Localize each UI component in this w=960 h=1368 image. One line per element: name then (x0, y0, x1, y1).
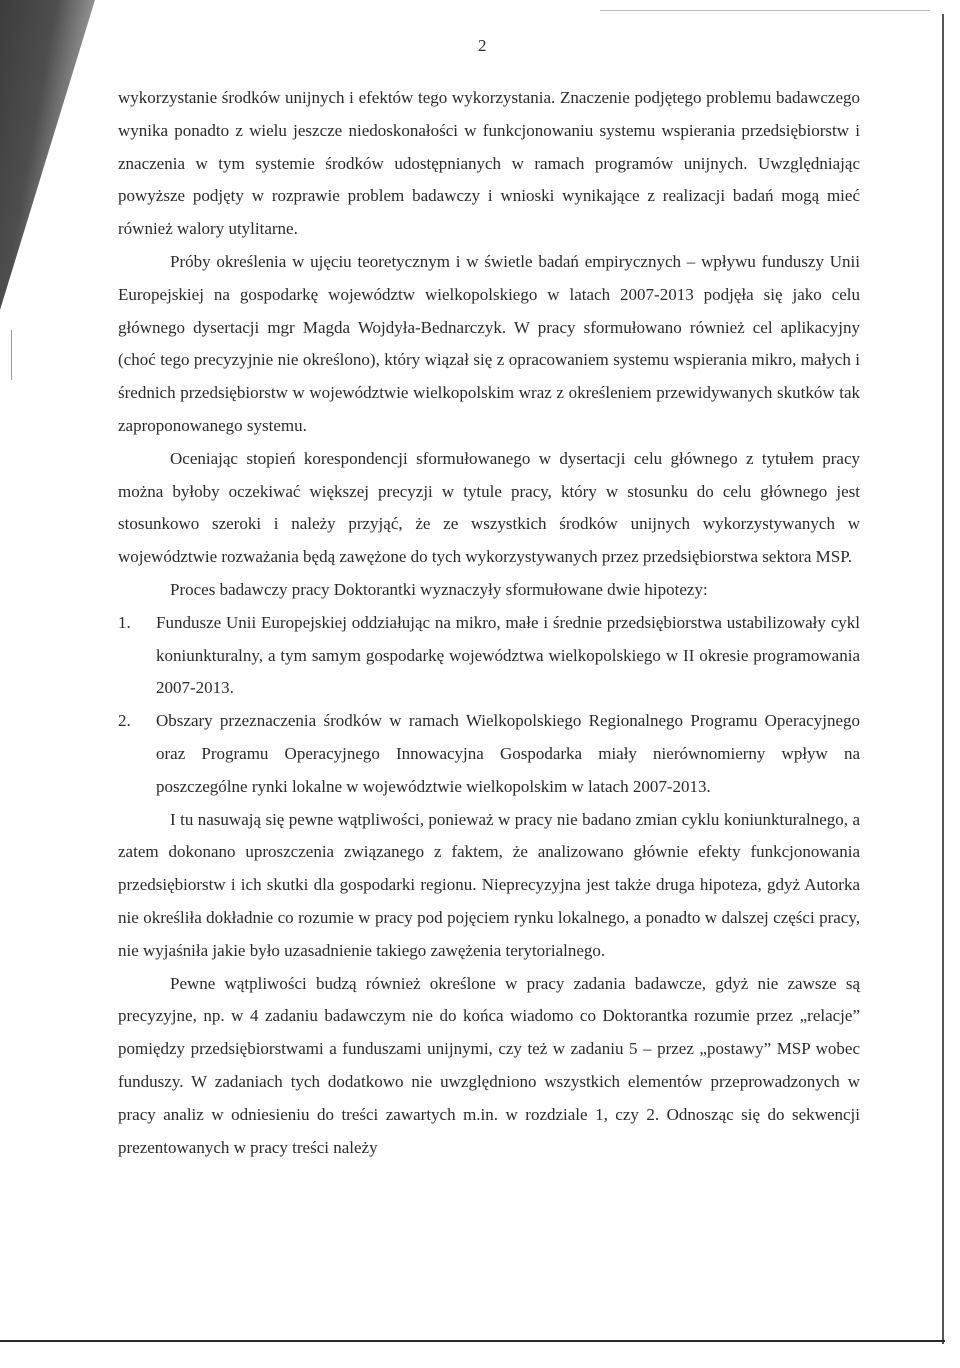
scan-shadow (0, 0, 95, 310)
hypothesis-text: Fundusze Unii Europejskiej oddziałując na mikro, małe i średnie przedsiębiorstwa ustabilizowały cykl koniunkturalny, a tym samym gospodarkę województwa wielkopolskiego w II okresie programowania 2007-2013. (156, 612, 860, 698)
paragraph-doubts: I tu nasuwają się pewne wątpliwości, ponieważ w pracy nie badano zmian cyklu koniunkturalnego, a zatem dokonano uproszczenia związanego z faktem, że analizowano głównie efekty funkcjonowania przedsiębiorstw i ich skutki dla gospodarki regionu. Nieprecyzyjna jest także druga hipoteza, gdyż Autorka nie określiła dokładnie co rozumie w pracy pod pojęciem rynku lokalnego, a ponadto w dalszej części pracy, nie wyjaśniła jakie było uzasadnienie takiego zawężenia terytorialnego. (118, 809, 860, 960)
paragraph-continuation: wykorzystanie środków unijnych i efektów tego wykorzystania. Znaczenie podjętego problemu badawczego wynika ponadto z wielu jeszcze niedoskonałości w funkcjonowaniu systemu wspierania przedsiębiorstw i znaczenia w tym systemie środków udostępnianych w ramach programów unijnych. Uwzględniając powyższe podjęty w rozprawie problem badawczy i wnioski wynikające z realizacji badań mogą mieć również walory utylitarne. (118, 88, 860, 239)
paragraph-hypotheses-intro: Proces badawczy pracy Doktorantki wyznaczyły sformułowane dwie hipotezy: (170, 579, 708, 599)
hypothesis-number: 1. (118, 612, 131, 632)
scan-left-mark (11, 330, 12, 380)
paragraph-research-goal: Próby określenia w ujęciu teoretycznym i w świetle badań empirycznych – wpływu funduszy Unii Europejskiej na gospodarkę województw wielkopolskiego w latach 2007-2013 podjęła się jako celu głównego dysertacji mgr Magda Wojdyła-Bednarczyk. W pracy sformułowano również cel aplikacyjny (choć tego precyzyjnie nie określono), który wiązał się z opracowaniem systemu wspierania mikro, małych i średnich przedsiębiorstw w województwie wielkopolskim wraz z określeniem przewidywanych skutków tak zaproponowanego systemu. (118, 251, 860, 435)
paragraph-title-assessment: Oceniając stopień korespondencji sformułowanego w dysertacji celu głównego z tytułem pracy można byłoby oczekiwać większej precyzji w tytule pracy, który w stosunku do celu głównego jest stosunkowo szeroki i należy przyjąć, że ze wszystkich środków unijnych wykorzystywanych w województwie rozważania będą zawężone do tych wykorzystywanych przez przedsiębiorstwa sektora MSP. (118, 448, 860, 567)
paragraph-research-tasks: Pewne wątpliwości budzą również określone w pracy zadania badawcze, gdyż nie zawsze są precyzyjne, np. w 4 zadaniu badawczym nie do końca wiadomo co Doktorantka rozumie przez „relacje” pomiędzy przedsiębiorstwami a funduszami unijnymi, czy też w zadaniu 5 – przez „postawy” MSP wobec funduszy. W zadaniach tych dodatkowo nie uwzględniono wszystkich elementów przeprowadzonych w pracy analiz w odniesieniu do treści zawartych m.in. w rozdziale 1, czy 2. Odnosząc się do sekwencji prezentowanych w pracy treści należy (118, 973, 860, 1157)
scan-bottom-rule (0, 1340, 945, 1342)
hypothesis-item (118, 607, 860, 705)
scan-edge-right (942, 14, 944, 1344)
hypotheses-list (118, 607, 860, 804)
scan-top-rule (600, 10, 930, 11)
hypothesis-text: Obszary przeznaczenia środków w ramach Wielkopolskiego Regionalnego Programu Operacyjnego oraz Programu Operacyjnego Innowacyjna Gospodarka miały nierównomierny wpływ na poszczególne rynki lokalne w województwie wielkopolskim w latach 2007-2013. (156, 711, 860, 796)
page-number: 2 (478, 36, 487, 55)
document-body (118, 82, 860, 1164)
hypothesis-number: 2. (118, 711, 131, 731)
hypothesis-item (118, 705, 860, 803)
